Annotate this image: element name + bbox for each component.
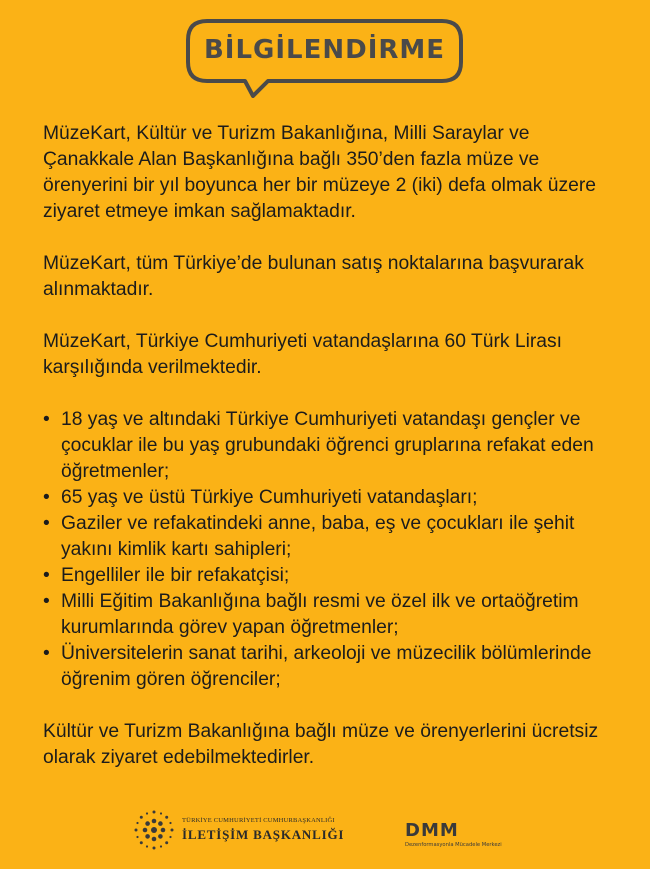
- paragraph: MüzeKart, Türkiye Cumhuriyeti vatandaşlarına 60 Türk Lirası karşılığında verilmektedir.: [43, 331, 563, 378]
- logo-title: İLETİŞİM BAŞKANLIĞI: [182, 827, 345, 842]
- emblem-icon: [132, 808, 176, 852]
- paragraph: MüzeKart, tüm Türkiye’de bulunan satış noktalarına başvurarak alınmaktadır.: [43, 253, 584, 300]
- list-item: • 18 yaş ve altındaki Türkiye Cumhuriyeti vatandaşı gençler ve çocuklar ile bu yaş grubundaki öğrenci gruplarına refakat eden öğretmenler;: [43, 407, 623, 485]
- dmm-logo-tagline: Dezenformasyonla Mücadele Merkezi: [405, 842, 502, 848]
- closing-paragraph: Kültür ve Turizm Bakanlığına bağlı müze ve örenyerlerini ücretsiz olarak ziyaret edebilmektedirler.: [43, 721, 599, 768]
- iletisim-logo: [132, 808, 344, 852]
- eligibility-list: [43, 407, 623, 693]
- list-item: • Engelliler ile bir refakatçisi;: [43, 563, 623, 589]
- dmm-logo-mark: DMM: [405, 820, 459, 841]
- title-badge: [185, 18, 464, 98]
- dmm-logo: [405, 822, 502, 848]
- paragraph: MüzeKart, Kültür ve Turizm Bakanlığına, Milli Saraylar ve Çanakkale Alan Başkanlığına bağlı 350’den fazla müze ve örenyerini bir yıl boyunca her bir müzeye 2 (iki) defa olmak üzere ziyaret etmeye imkan sağlamaktadır.: [43, 123, 596, 222]
- info-content: [43, 121, 623, 797]
- logo-subtitle: TÜRKİYE CUMHURİYETİ CUMHURBAŞKANLIĞI: [182, 817, 335, 824]
- list-item: • Milli Eğitim Bakanlığına bağlı resmi ve özel ilk ve ortaöğretim kurumlarında görev yapan öğretmenler;: [43, 589, 623, 641]
- list-item: • Gaziler ve refakatindeki anne, baba, eş ve çocukları ile şehit yakını kimlik kartı sahipleri;: [43, 511, 623, 563]
- page-title: BİLGİLENDİRME: [203, 35, 446, 65]
- list-item: • 65 yaş ve üstü Türkiye Cumhuriyeti vatandaşları;: [43, 485, 623, 511]
- list-item: • Üniversitelerin sanat tarihi, arkeoloji ve müzecilik bölümlerinde öğrenim gören öğrenciler;: [43, 641, 623, 693]
